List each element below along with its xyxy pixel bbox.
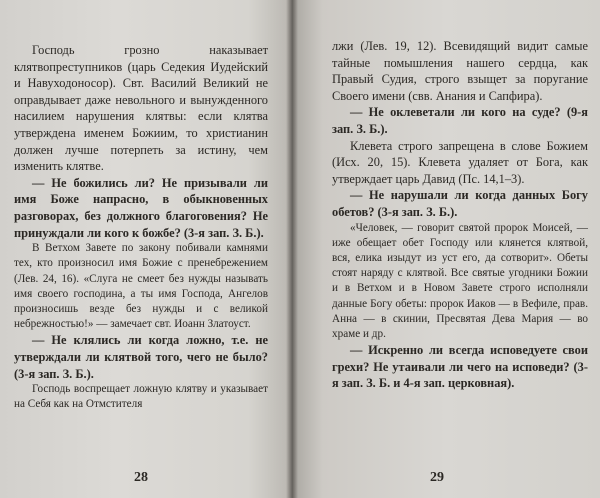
- right-paragraph-3: «Человек, — говорит святой пророк Моисей, — иже обещает обет Господу или клянется клятвой, вся, елика изыдут из уст его, да сотворит». Обеты стоят наряду с клятвой. Все святые угодники Божии и в Ветхом и в Новом Завете строго исполняли данные Богу обеты: пророк Иаков — в Вефиле, прав. Анна — в скинии, Пресвятая Дева Мария — во храме и др.: [332, 221, 588, 340]
- left-question-2: — Не клялись ли когда ложно, т.е. не утверждали ли клятвой того, чего не было? (3-я зап. З. Б.).: [14, 333, 268, 381]
- right-question-3: — Искренно ли всегда исповедуете свои грехи? Не утаивали ли чего на исповеди? (3-я зап. З. Б. и 4-я зап. церковная).: [332, 343, 588, 391]
- right-paragraph-1: лжи (Лев. 19, 12). Всевидящий видит самые тайные помышления нашего сердца, как Правый Судия, строго взыщет за поругание Своего имени (свв. Анания и Сапфира).: [332, 39, 588, 103]
- right-question-1: — Не оклеветали ли кого на суде? (9-я зап. З. Б.).: [332, 105, 588, 136]
- right-question-2: — Не нарушали ли когда данных Богу обетов? (3-я зап. З. Б.).: [332, 188, 588, 219]
- left-paragraph-2: В Ветхом Завете по закону побивали камнями тех, кто произносил имя Божие с пренебрежением (Лев. 24, 16). «Слуга не смеет без нужды называть имя своего господина, а ты имя Господа, Ангелов произносишь везде без нужды и с великой небрежностью!» — замечает свт. Иоанн Златоуст.: [14, 242, 268, 331]
- left-page: [0, 0, 292, 498]
- left-paragraph-3: Господь воспрещает ложную клятву и указывает на Себя как на Отмстителя: [14, 383, 268, 411]
- book-gutter: [286, 0, 298, 498]
- right-paragraph-2: Клевета строго запрещена в слове Божием (Исх. 20, 15). Клевета удаляет от Бога, как утверждает царь Давид (Пс. 14,1–3).: [332, 138, 588, 186]
- right-page: [292, 0, 600, 498]
- left-paragraph-1: Господь грозно наказывает клятвопреступников (царь Седекия Иудейский и Навуходоносор). Свт. Василий Великий не оправдывает даже невольного и вынужденного насилием нарушения клятвы: если клятва утверждена именем Божиим, то христианин должен лучше потерпеть за истину, чем изменить клятве.: [14, 43, 268, 174]
- page-number-right: 29: [430, 470, 444, 485]
- page-number-left: 28: [134, 470, 148, 485]
- left-question-1: — Не божились ли? Не призывали ли имя Боже напрасно, в обыкновенных разговорах, без должного благоговения? Не принуждали ли кого к божбе? (3-я зап. З. Б.).: [14, 175, 268, 240]
